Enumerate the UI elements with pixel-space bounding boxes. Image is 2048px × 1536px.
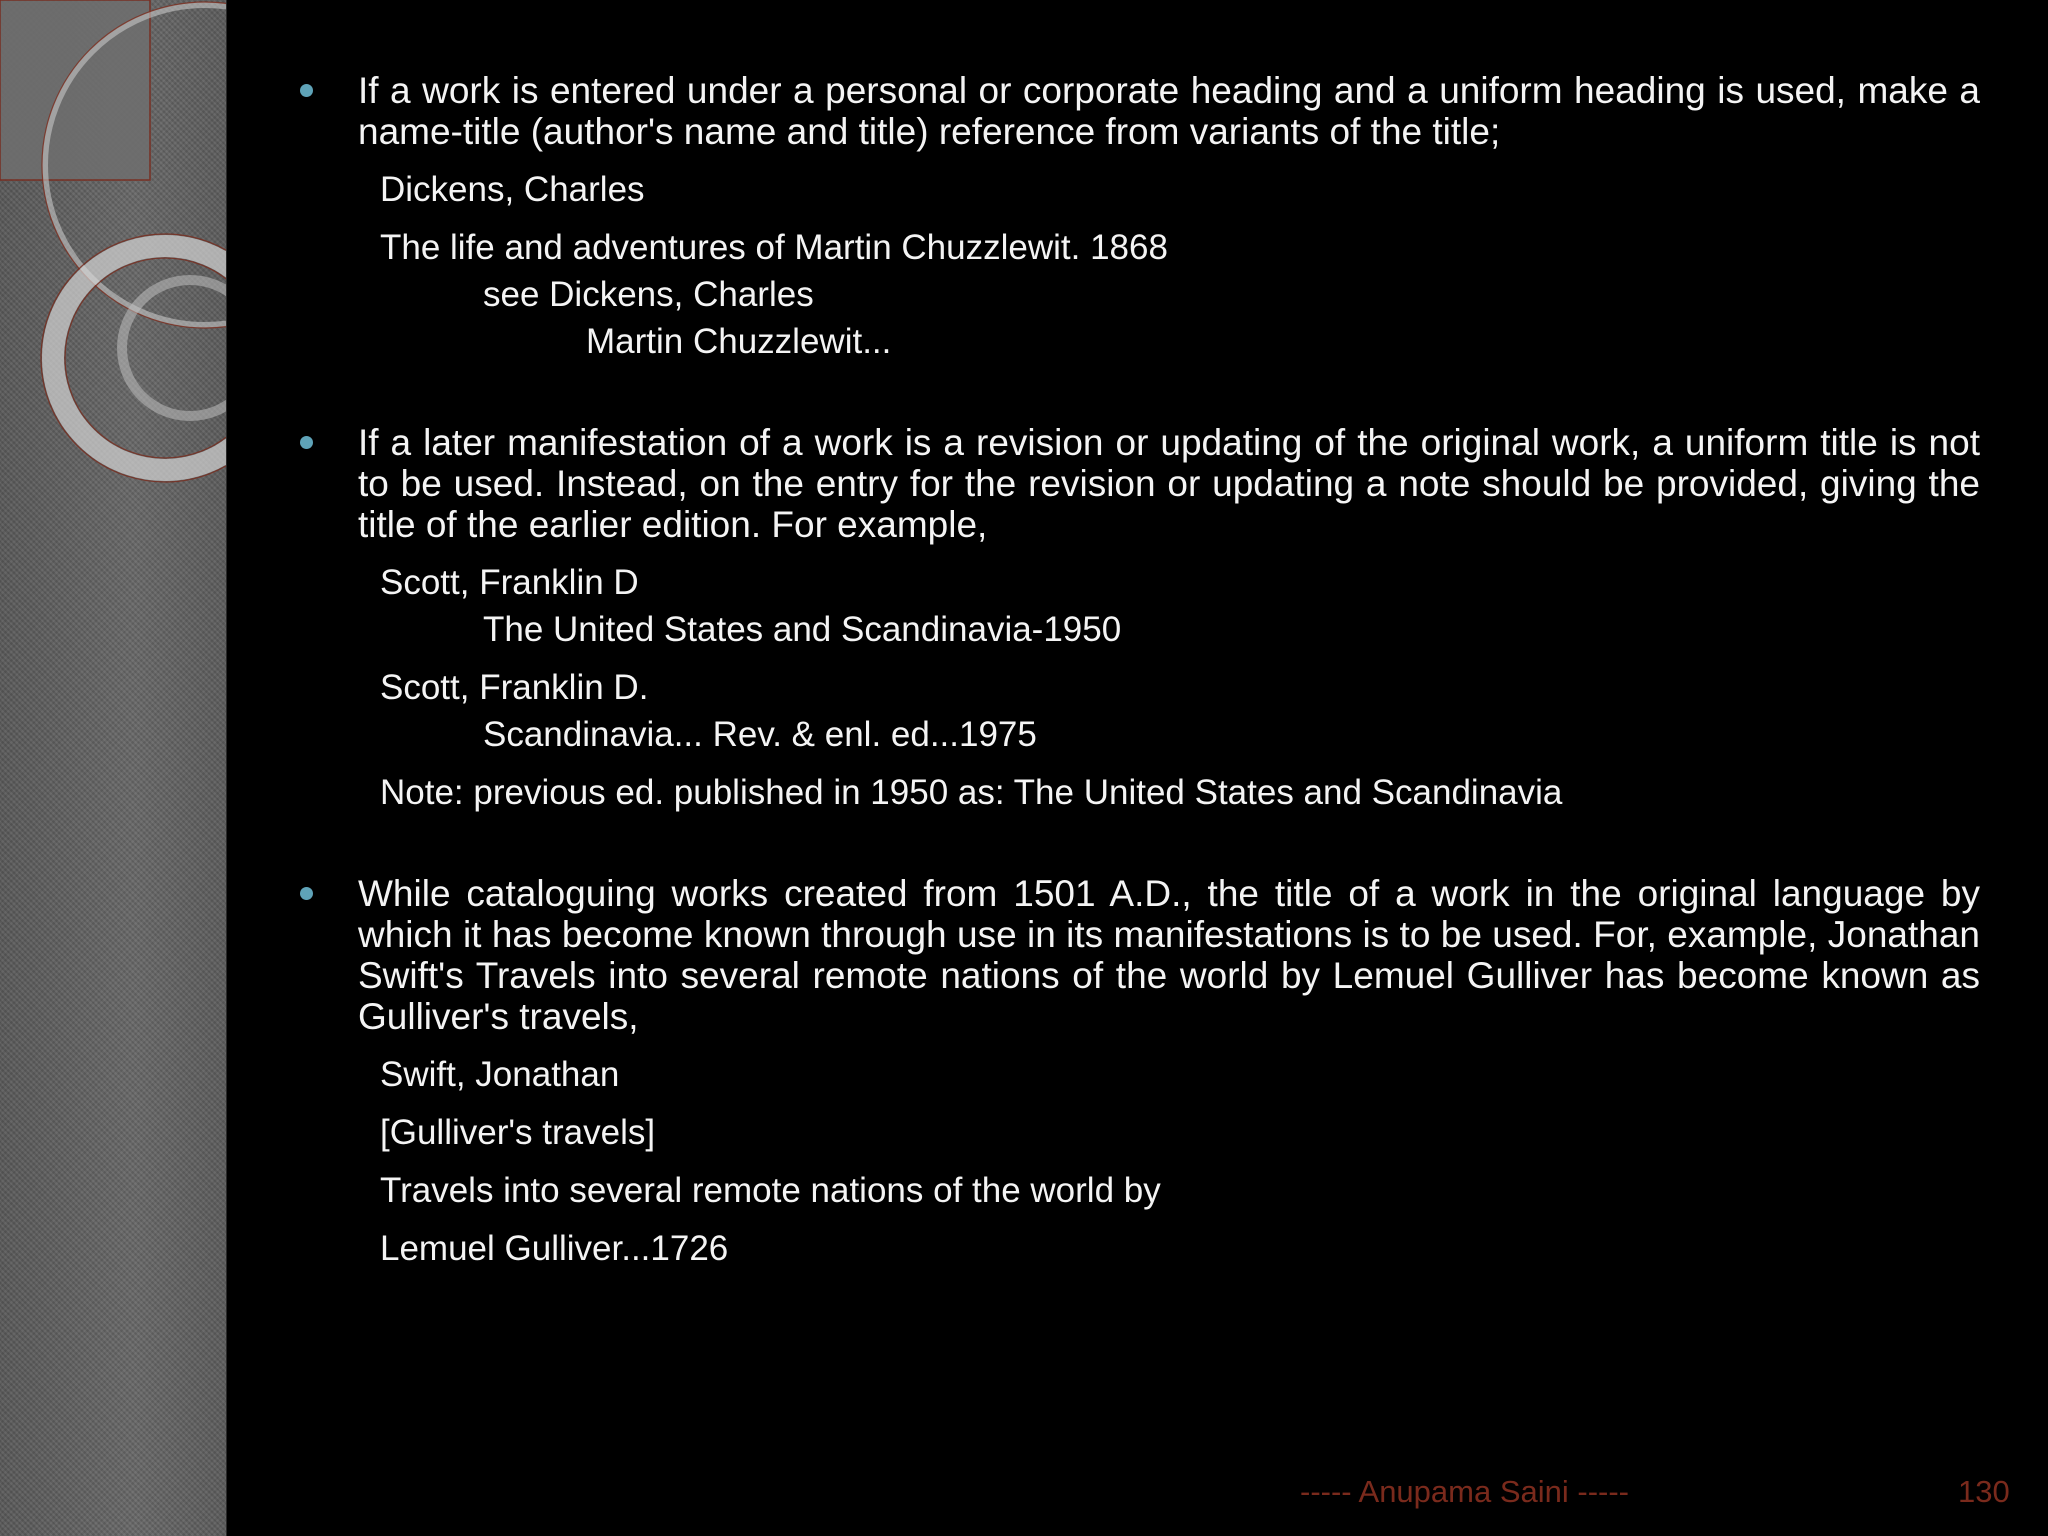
bullet-dot-icon [300, 436, 313, 449]
catalog-line: Scott, Franklin D [380, 563, 639, 602]
bullet-dot-icon [300, 84, 313, 97]
bullet-text: If a work is entered under a personal or corporate heading and a uniform heading is used, make a name-title (author's name and title) reference from variants of the title; [358, 70, 1980, 152]
catalog-line: Scandinavia... Rev. & enl. ed...1975 [483, 715, 1037, 754]
catalog-line: Swift, Jonathan [380, 1055, 620, 1094]
catalog-line: Martin Chuzzlewit... [586, 322, 892, 361]
bullet-item [290, 422, 1980, 545]
decorative-side-panel [0, 0, 227, 1536]
catalog-line: The life and adventures of Martin Chuzzlewit. 1868 [380, 228, 1168, 267]
catalog-note: Note: previous ed. published in 1950 as: The United States and Scandinavia [380, 773, 1563, 812]
decorative-rings-graphic [0, 0, 226, 1536]
catalog-line: Dickens, Charles [380, 170, 645, 209]
catalog-line: Travels into several remote nations of the world by [380, 1171, 1161, 1210]
slide-content [290, 70, 1980, 1269]
catalog-line: [Gulliver's travels] [380, 1113, 656, 1152]
catalog-line: see Dickens, Charles [483, 275, 814, 314]
page-number: 130 [1958, 1474, 2010, 1509]
catalog-line: Lemuel Gulliver...1726 [380, 1229, 729, 1268]
catalog-line: The United States and Scandinavia-1950 [483, 610, 1122, 649]
bullet-item [290, 873, 1980, 1037]
bullet-item [290, 70, 1980, 152]
bullet-dot-icon [300, 887, 313, 900]
footer-author: ----- Anupama Saini ----- [1300, 1474, 1629, 1509]
catalog-line: Scott, Franklin D. [380, 668, 649, 707]
bullet-text: If a later manifestation of a work is a revision or updating of the original work, a uniform title is not to be used. Instead, on the entry for the revision or updating a note should be provided, giving the title of the earlier edition. For example, [358, 422, 1980, 545]
bullet-text: While cataloguing works created from 1501 A.D., the title of a work in the original language by which it has become known through use in its manifestations is to be used. For, example, Jonathan Swift's Travels into several remote nations of the world by Lemuel Gulliver has become known as Gulliver's travels, [358, 873, 1980, 1037]
